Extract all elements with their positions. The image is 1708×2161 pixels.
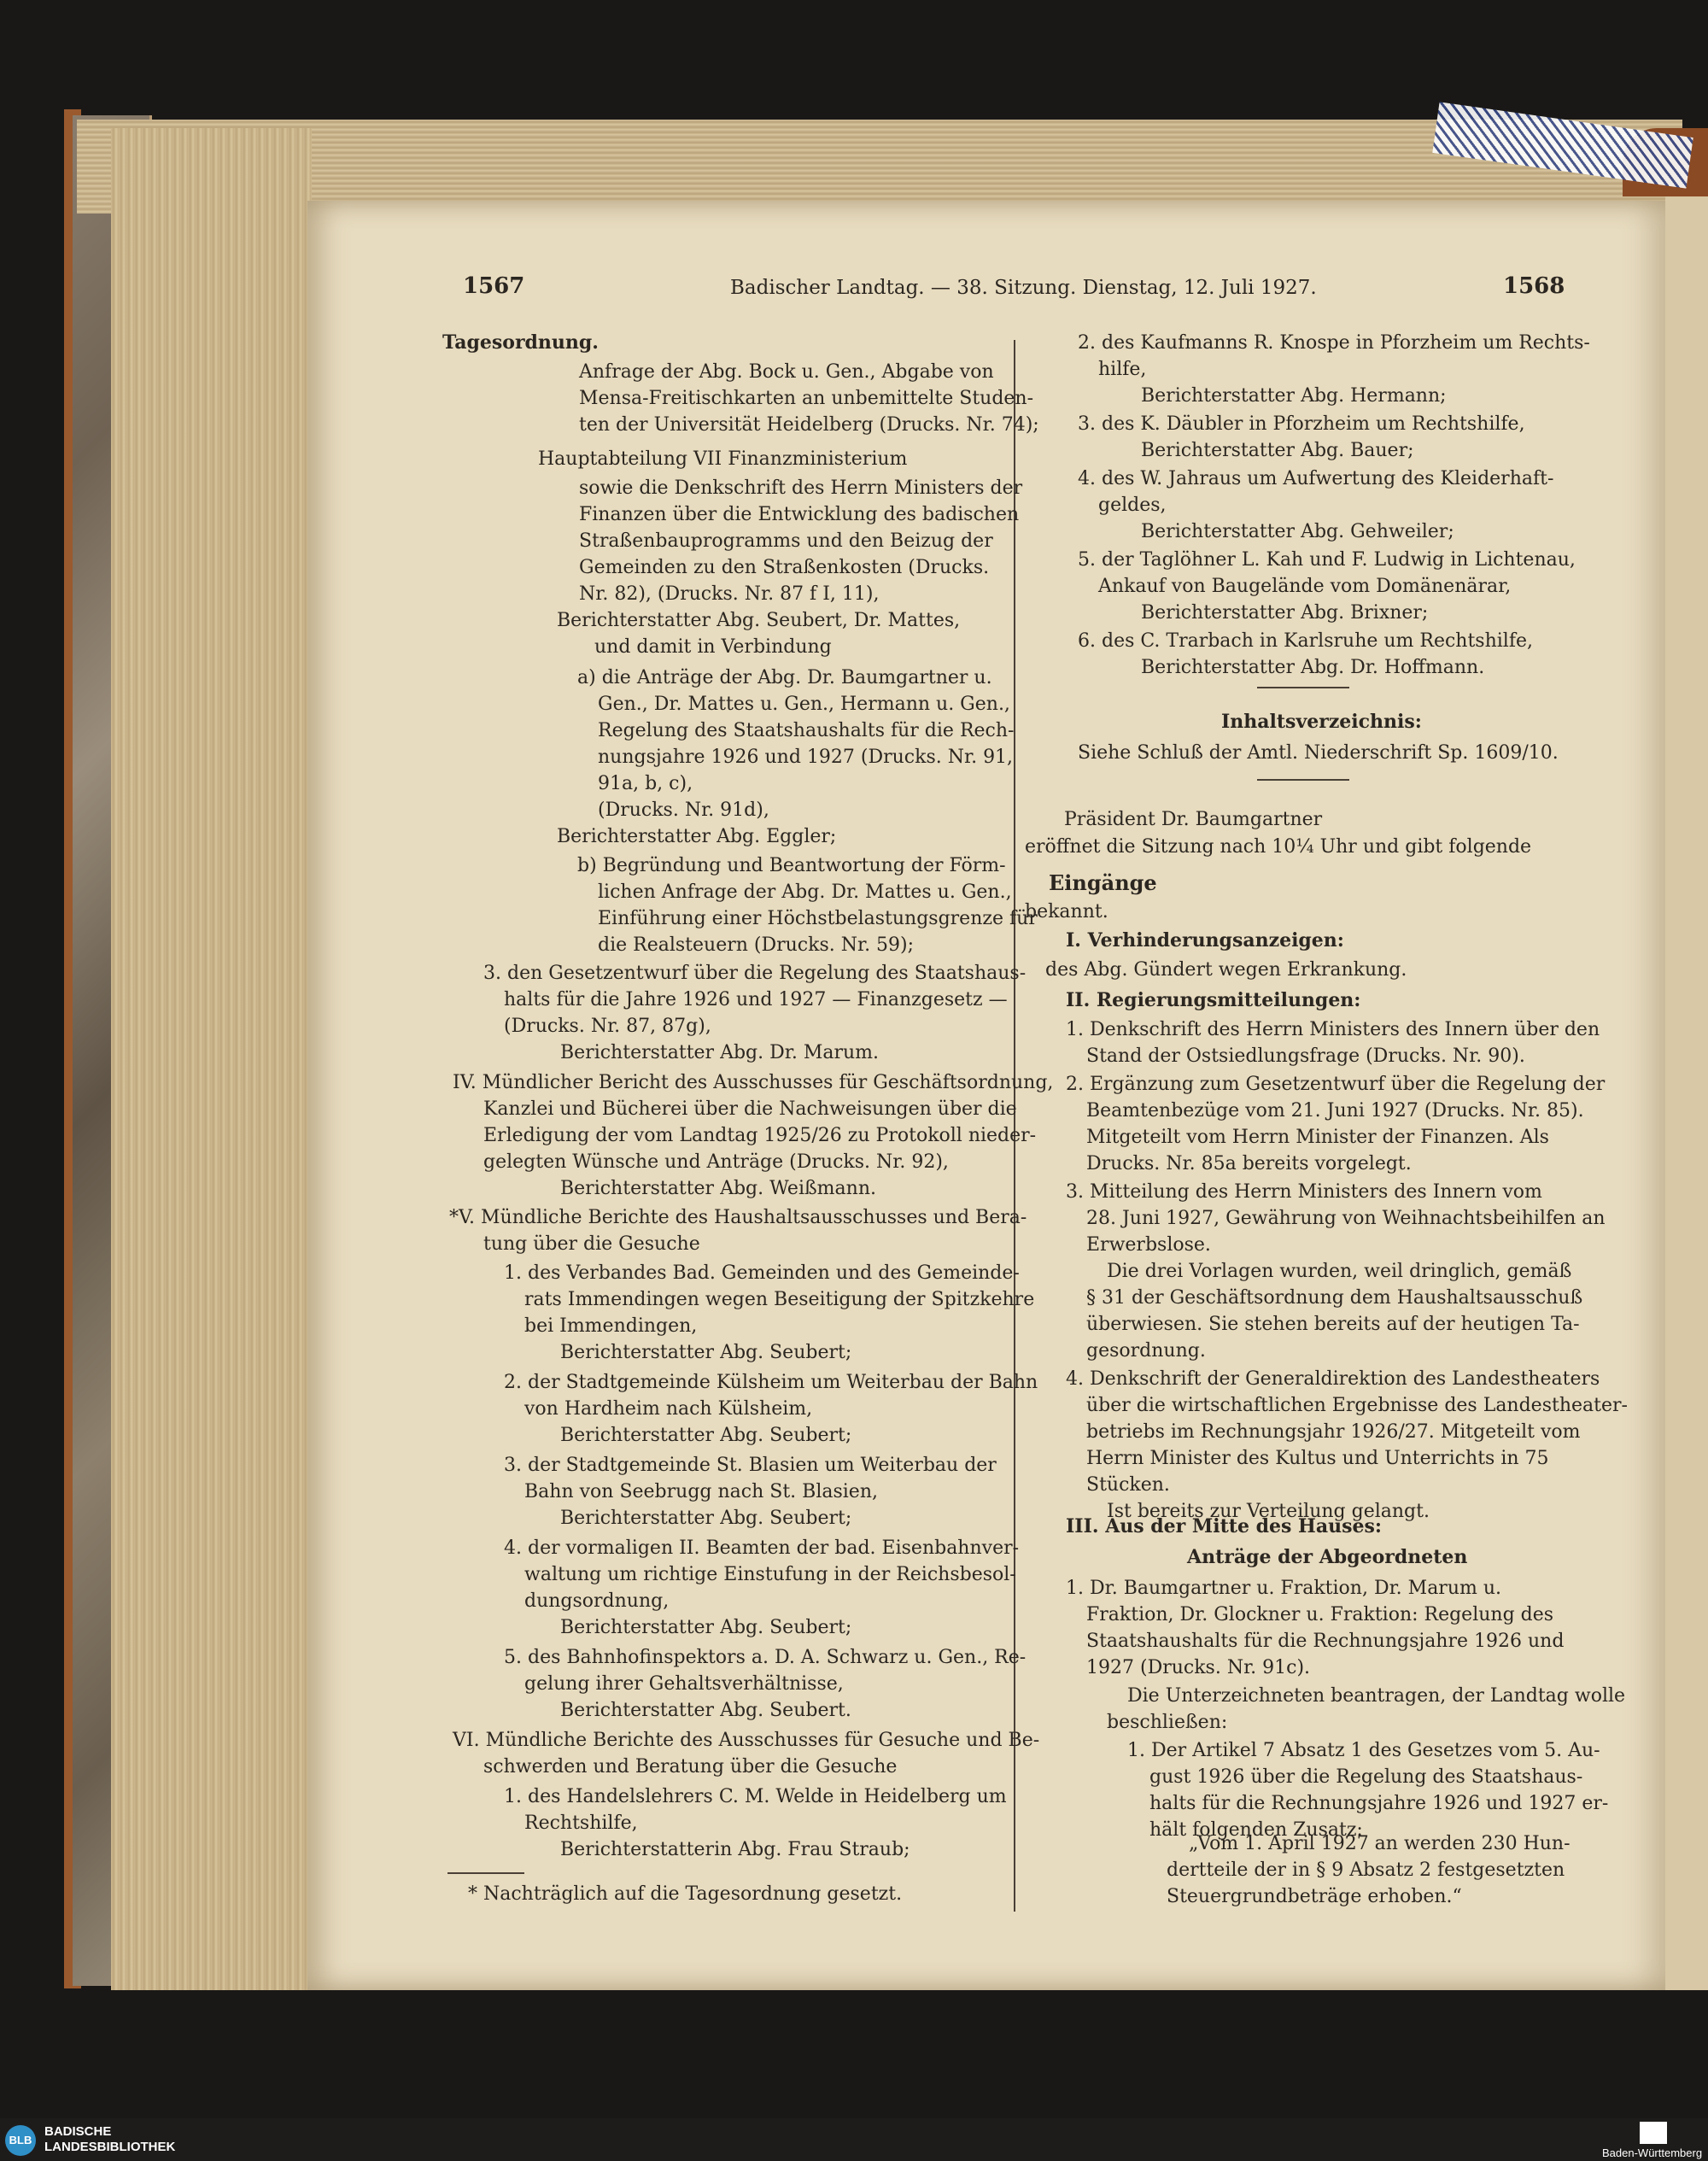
text-line: 6. des C. Trarbach in Karlsruhe um Rechtshilfe, [1078, 630, 1533, 652]
text-line: Erwerbslose. [1086, 1234, 1211, 1256]
text-line: hilfe, [1098, 359, 1147, 380]
text-line: Berichterstatter Abg. Seubert; [560, 1425, 852, 1446]
text-line: Berichterstatter Abg. Seubert; [560, 1617, 852, 1638]
text-line: Berichterstatter Abg. Seubert; [560, 1508, 852, 1529]
coat-of-arms-icon [1640, 2122, 1667, 2144]
text-line: 3. des K. Däubler in Pforzheim um Rechtshilfe, [1078, 413, 1525, 435]
text-line: Berichterstatter Abg. Seubert, Dr. Mattes, [557, 610, 961, 631]
text-line: Fraktion, Dr. Glockner u. Fraktion: Regelung des [1086, 1604, 1554, 1625]
text-line: betriebs im Rechnungsjahr 1926/27. Mitgeteilt vom [1086, 1421, 1581, 1443]
text-line: Berichterstatter Abg. Brixner; [1141, 602, 1429, 624]
text-line: gelegten Wünsche und Anträge (Drucks. Nr. 92), [483, 1151, 949, 1173]
text-line: Ist bereits zur Verteilung gelangt. [1107, 1501, 1430, 1522]
text-line: die Realsteuern (Drucks. Nr. 59); [598, 934, 915, 956]
text-line: Finanzen über die Entwicklung des badischen [579, 504, 1020, 525]
text-line: gust 1926 über die Regelung des Staatshaus- [1149, 1766, 1583, 1788]
text-line: Einführung einer Höchstbelastungsgrenze für [598, 908, 1038, 929]
text-line: hält folgenden Zusatz: [1149, 1819, 1363, 1841]
agenda-heading: Tagesordnung. [442, 331, 599, 354]
text-line: Berichterstatter Abg. Dr. Marum. [560, 1042, 880, 1063]
text-line: Siehe Schluß der Amtl. Niederschrift Sp. 1609/10. [1078, 742, 1559, 764]
text-line: 4. der vormaligen II. Beamten der bad. Eisenbahnver- [504, 1537, 1020, 1559]
text-line: 2. Ergänzung zum Gesetzentwurf über die Regelung der [1066, 1074, 1606, 1095]
text-line: Anfrage der Abg. Bock u. Gen., Abgabe von [579, 361, 994, 383]
text-line: gesordnung. [1086, 1340, 1206, 1362]
text-line: Gemeinden zu den Straßenkosten (Drucks. [579, 557, 990, 578]
text-line: Präsident Dr. Baumgartner [1064, 809, 1323, 830]
text-line: 4. Denkschrift der Generaldirektion des Landestheaters [1066, 1368, 1600, 1390]
text-line: Steuergrundbeträge erhoben.“ [1167, 1886, 1462, 1907]
text-line: (Drucks. Nr. 87, 87g), [504, 1016, 711, 1037]
footnote: * Nachträglich auf die Tagesordnung gesetzt. [468, 1883, 903, 1905]
text-line: eröffnet die Sitzung nach 10¼ Uhr und gibt folgende [1025, 836, 1532, 858]
footnote-rule [447, 1872, 524, 1874]
text-line: b) Begründung und Beantwortung der Förm- [577, 855, 1006, 876]
text-line: Stücken. [1086, 1474, 1170, 1496]
text-line: Bahn von Seebrugg nach St. Blasien, [524, 1481, 878, 1502]
text-line: überwiesen. Sie stehen bereits auf der heutigen Ta- [1086, 1314, 1580, 1335]
page-number-left: 1567 [463, 273, 525, 299]
text-line: Erledigung der vom Landtag 1925/26 zu Protokoll nieder- [483, 1125, 1037, 1146]
text-line: bekannt. [1025, 901, 1108, 922]
text-line: von Hardheim nach Külsheim, [524, 1398, 813, 1420]
text-line: Ankauf von Baugelände vom Domänenärar, [1098, 576, 1512, 597]
text-line: Berichterstatter Abg. Dr. Hoffmann. [1141, 657, 1485, 678]
text-line: Staatshaushalts für die Rechnungsjahre 1926 und [1086, 1631, 1565, 1652]
text-line: 1. Dr. Baumgartner u. Fraktion, Dr. Marum u. [1066, 1578, 1502, 1599]
partner-label: Baden-Württemberg [1602, 2146, 1703, 2159]
text-line: 3. Mitteilung des Herrn Ministers des Innern vom [1066, 1181, 1542, 1203]
text-line: Hauptabteilung VII Finanzministerium [538, 448, 908, 470]
text-line: Berichterstatter Abg. Seubert; [560, 1342, 852, 1363]
text-line: Berichterstatterin Abg. Frau Straub; [560, 1839, 910, 1860]
text-line: lichen Anfrage der Abg. Dr. Mattes u. Gen., [598, 881, 1012, 903]
subsection-heading: I. Verhinderungsanzeigen: [1066, 929, 1344, 952]
page-stack-side [111, 128, 312, 1990]
text-line: rats Immendingen wegen Beseitigung der Spitzkehre [524, 1289, 1035, 1310]
text-line: 4. des W. Jahraus um Aufwertung des Kleiderhaft- [1078, 468, 1554, 489]
section-rule [1257, 779, 1349, 781]
text-line: dungsordnung, [524, 1590, 670, 1612]
text-line: geldes, [1098, 495, 1167, 516]
text-line: Berichterstatter Abg. Eggler; [557, 826, 837, 847]
page-number-right: 1568 [1503, 273, 1565, 299]
text-line: a) die Anträge der Abg. Dr. Baumgartner u. [577, 667, 992, 688]
text-line: 28. Juni 1927, Gewährung von Weihnachtsbeihilfen an [1086, 1208, 1606, 1229]
text-line: Die Unterzeichneten beantragen, der Landtag wolle [1127, 1685, 1626, 1707]
text-line: sowie die Denkschrift des Herrn Ministers der [579, 477, 1023, 499]
text-line: gelung ihrer Gehaltsverhältnisse, [524, 1673, 844, 1695]
text-line: Berichterstatter Abg. Gehweiler; [1141, 521, 1454, 542]
text-line: Herrn Minister des Kultus und Unterrichts in 75 [1086, 1448, 1549, 1469]
blb-logo-icon: BLB [5, 2125, 36, 2156]
text-line: 5. des Bahnhofinspektors a. D. A. Schwarz u. Gen., Re- [504, 1647, 1027, 1668]
text-line: 2. der Stadtgemeinde Külsheim um Weiterbau der Bahn [504, 1372, 1038, 1393]
text-line: Rechtshilfe, [524, 1813, 638, 1834]
text-line: 1. des Verbandes Bad. Gemeinden und des Gemeinde- [504, 1262, 1020, 1284]
text-line: Drucks. Nr. 85a bereits vorgelegt. [1086, 1153, 1412, 1174]
text-line: 1. Der Artikel 7 Absatz 1 des Gesetzes vom 5. Au- [1127, 1740, 1600, 1761]
text-line: Die drei Vorlagen wurden, weil dringlich, gemäß [1107, 1261, 1572, 1282]
text-line: Stand der Ostsiedlungsfrage (Drucks. Nr. 90). [1086, 1045, 1525, 1067]
section-heading: Eingänge [1049, 870, 1157, 895]
text-line: „Vom 1. April 1927 an werden 230 Hun- [1189, 1833, 1571, 1854]
text-line: Berichterstatter Abg. Hermann; [1141, 385, 1447, 407]
library-name: BADISCHE LANDESBIBLIOTHEK [44, 2124, 176, 2154]
facing-page [1665, 196, 1708, 1990]
text-line: Berichterstatter Abg. Weißmann. [560, 1178, 876, 1199]
text-line: und damit in Verbindung [594, 636, 832, 658]
text-line: bei Immendingen, [524, 1315, 698, 1337]
text-line: 1. Denkschrift des Herrn Ministers des Innern über den [1066, 1019, 1600, 1040]
text-line: (Drucks. Nr. 91d), [598, 799, 769, 821]
text-line: Gen., Dr. Mattes u. Gen., Hermann u. Gen., [598, 694, 1010, 715]
text-line: IV. Mündlicher Bericht des Ausschusses für Geschäftsordnung, [453, 1072, 1054, 1093]
text-line: beschließen: [1107, 1712, 1228, 1733]
text-line: ten der Universität Heidelberg (Drucks. Nr. 74); [579, 414, 1039, 436]
text-line: VI. Mündliche Berichte des Ausschusses für Gesuche und Be- [453, 1730, 1040, 1751]
text-line: halts für die Rechnungsjahre 1926 und 1927 er- [1149, 1793, 1609, 1814]
text-line: Mensa-Freitischkarten an unbemittelte Studen- [579, 388, 1034, 409]
text-line: Nr. 82), (Drucks. Nr. 87 f I, 11), [579, 583, 880, 605]
subsection-heading: Anträge der Abgeordneten [1187, 1546, 1468, 1568]
text-line: *V. Mündliche Berichte des Haushaltsausschusses und Bera- [449, 1207, 1027, 1228]
text-line: Straßenbauprogramms und den Beizug der [579, 530, 993, 552]
text-line: schwerden und Beratung über die Gesuche [483, 1756, 898, 1777]
text-line: 2. des Kaufmanns R. Knospe in Pforzheim um Rechts- [1078, 332, 1590, 354]
text-line: 3. den Gesetzentwurf über die Regelung des Staatshaus- [483, 963, 1027, 984]
text-line: 5. der Taglöhner L. Kah und F. Ludwig in Lichtenau, [1078, 549, 1576, 571]
footer-bar [0, 2118, 1708, 2161]
text-line: über die wirtschaftlichen Ergebnisse des Landestheater- [1086, 1395, 1628, 1416]
section-rule [1257, 687, 1349, 688]
text-line: Berichterstatter Abg. Bauer; [1141, 440, 1414, 461]
text-line: halts für die Jahre 1926 und 1927 — Finanzgesetz — [504, 989, 1008, 1010]
subsection-heading: III. Aus der Mitte des Hauses: [1066, 1515, 1382, 1537]
text-line: Kanzlei und Bücherei über die Nachweisungen über die [483, 1098, 1017, 1120]
text-line: tung über die Gesuche [483, 1233, 700, 1255]
text-line: 91a, b, c), [598, 773, 693, 794]
text-line: nungsjahre 1926 und 1927 (Drucks. Nr. 91, [598, 747, 1014, 768]
text-line: waltung um richtige Einstufung in der Reichsbesol- [524, 1564, 1016, 1585]
text-line: Berichterstatter Abg. Seubert. [560, 1700, 851, 1721]
text-line: des Abg. Gündert wegen Erkrankung. [1045, 959, 1407, 981]
text-line: 1. des Handelslehrers C. M. Welde in Heidelberg um [504, 1786, 1007, 1807]
text-line: Beamtenbezüge vom 21. Juni 1927 (Drucks. Nr. 85). [1086, 1100, 1584, 1121]
text-line: Regelung des Staatshaushalts für die Rech- [598, 720, 1015, 741]
text-line: dertteile der in § 9 Absatz 2 festgesetzten [1167, 1859, 1565, 1881]
text-line: 3. der Stadtgemeinde St. Blasien um Weiterbau der [504, 1455, 997, 1476]
subsection-heading: II. Regierungsmitteilungen: [1066, 989, 1361, 1011]
text-line: 1927 (Drucks. Nr. 91c). [1086, 1657, 1311, 1678]
running-title: Badischer Landtag. — 38. Sitzung. Dienstag, 12. Juli 1927. [730, 277, 1317, 299]
contents-heading: Inhaltsverzeichnis: [1221, 711, 1422, 733]
text-line: § 31 der Geschäftsordnung dem Haushaltsausschuß [1086, 1287, 1583, 1309]
text-line: Mitgeteilt vom Herrn Minister der Finanzen. Als [1086, 1127, 1549, 1148]
